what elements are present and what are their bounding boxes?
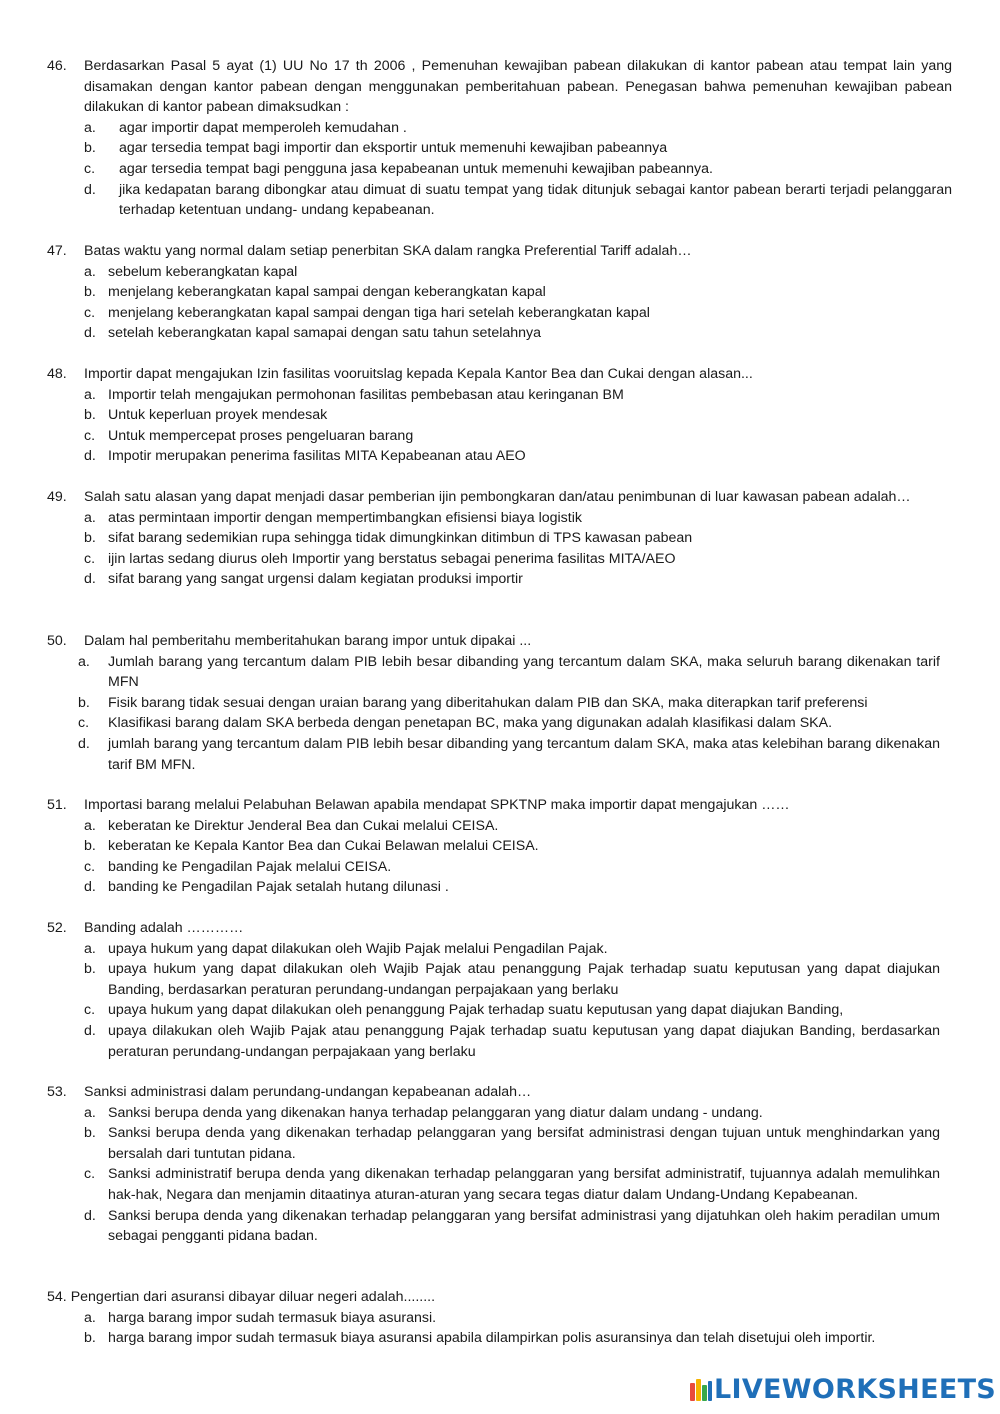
question-50 <box>0 631 1000 775</box>
options-list <box>0 508 1000 590</box>
option-b[interactable] <box>0 959 1000 1000</box>
option-letter: d. <box>84 1022 96 1039</box>
question-text <box>47 1287 903 1308</box>
option-letter: c. <box>84 550 96 567</box>
option-text: sebelum keberangkatan kapal <box>108 263 298 280</box>
option-text: Sanksi administratif berupa denda yang dikenakan terhadap pelanggaran yang bersifat administratif, tujuannya adalah memulihkan hak-hak, Negara dan menjamin ditaatinya aturan-aturan yang secara tegas diatur dalam Undang-Undang Kepabeanan. <box>108 1166 940 1203</box>
question-47 <box>0 241 1000 344</box>
option-a[interactable] <box>0 385 1000 406</box>
question-text: Banding adalah ………… <box>84 920 244 936</box>
question-text: Importasi barang melalui Pelabuhan Belawan apabila mendapat SPKTNP maka importir dapat mengajukan …… <box>84 797 790 813</box>
option-text: banding ke Pengadilan Pajak setalah hutang dilunasi . <box>108 879 449 896</box>
option-letter: a. <box>84 1104 96 1121</box>
option-a[interactable] <box>0 1103 1000 1124</box>
option-d[interactable] <box>0 1021 1000 1062</box>
option-text: Sanksi berupa denda yang dikenakan terhadap pelanggaran yang bersifat administrasi dengan tujuan untuk menghindarkan yang bersalah dari tuntutan pidana. <box>108 1125 940 1162</box>
option-letter: d. <box>84 448 96 465</box>
option-letter: a. <box>78 653 90 670</box>
option-letter: b. <box>84 1330 96 1347</box>
option-text: agar importir dapat memperoleh kemudahan . <box>119 119 407 136</box>
question-text: Sanksi administrasi dalam perundang-undangan kepabeanan adalah… <box>84 1084 532 1100</box>
question-number: 52. <box>47 920 67 936</box>
option-text: keberatan ke Direktur Jenderal Bea dan Cukai melalui CEISA. <box>108 817 499 834</box>
option-a[interactable] <box>0 1308 1000 1329</box>
option-letter: d. <box>84 1207 96 1224</box>
option-text: sifat barang yang sangat urgensi dalam kegiatan produksi importir <box>108 571 523 588</box>
question-text: Importir dapat mengajukan Izin fasilitas vooruitslag kepada Kepala Kantor Bea dan Cukai dengan alasan... <box>84 366 753 382</box>
option-text: Impotir merupakan penerima fasilitas MITA Kepabeanan atau AEO <box>108 448 526 465</box>
option-letter: b. <box>84 838 96 855</box>
option-d[interactable] <box>0 1206 1000 1247</box>
option-text: sifat barang sedemikian rupa sehingga tidak dimungkinkan ditimbun di TPS kawasan pabean <box>108 530 693 547</box>
question-text: Batas waktu yang normal dalam setiap penerbitan SKA dalam rangka Preferential Tariff adalah… <box>84 243 692 259</box>
option-b[interactable] <box>0 693 1000 714</box>
option-text: upaya dilakukan oleh Wajib Pajak atau penanggung Pajak terhadap suatu keputusan yang dapat diajukan Banding, berdasarkan peraturan perundang-undangan perpajakaan yang berlaku <box>108 1022 940 1060</box>
option-c[interactable] <box>0 303 1000 324</box>
option-letter: a. <box>84 940 96 957</box>
option-letter: c. <box>84 160 96 177</box>
question-number: 54. <box>47 1289 67 1305</box>
option-d[interactable] <box>0 569 1000 590</box>
option-b[interactable] <box>0 1328 1000 1349</box>
option-text: upaya hukum yang dapat dilakukan oleh penanggung Pajak terhadap suatu keputusan yang dapat diajukan Banding, <box>108 1002 844 1019</box>
option-text: jumlah barang yang tercantum dalam PIB lebih besar dibanding yang tercantum dalam SKA, maka atas kelebihan barang dikenakan tarif BM MFN. <box>108 735 940 773</box>
question-number: 49. <box>47 489 67 505</box>
option-letter: c. <box>78 715 90 732</box>
option-a[interactable] <box>0 939 1000 960</box>
option-text: Fisik barang tidak sesuai dengan uraian barang yang diberitahukan dalam PIB dan SKA, maka diterapkan tarif preferensi <box>108 694 868 711</box>
option-letter: b. <box>84 140 96 157</box>
option-d[interactable] <box>0 877 1000 898</box>
option-letter: c. <box>84 1166 96 1183</box>
option-text: menjelang keberangkatan kapal sampai dengan keberangkatan kapal <box>108 284 546 301</box>
option-text: menjelang keberangkatan kapal sampai dengan tiga hari setelah keberangkatan kapal <box>108 304 650 321</box>
liveworksheets-wordmark: LIVEWORKSHEETS <box>714 1373 997 1405</box>
option-letter: d. <box>84 571 96 588</box>
option-letter: c. <box>84 858 96 875</box>
question-text: Berdasarkan Pasal 5 ayat (1) UU No 17 th 2006 , Pemenuhan kewajiban pabean dilakukan di kantor pabean atau tempat lain yang disamakan dengan kantor pabean dengan menggunakan pemberitahuan pabean. Penegasan bahwa pemenuhan kewajiban pabean dilakukan di kantor pabean dimaksudkan : <box>84 58 952 116</box>
option-a[interactable] <box>0 816 1000 837</box>
options-list <box>0 1308 1000 1349</box>
option-letter: c. <box>84 1002 96 1019</box>
option-a[interactable] <box>0 118 1000 139</box>
option-text: harga barang impor sudah termasuk biaya asuransi apabila dilampirkan polis asuransinya dan telah disetujui oleh importir. <box>108 1330 876 1347</box>
option-text: banding ke Pengadilan Pajak melalui CEISA. <box>108 858 392 875</box>
question-49 <box>0 487 1000 590</box>
question-53 <box>0 1082 1000 1247</box>
option-d[interactable] <box>0 323 1000 344</box>
question-46 <box>0 56 1000 221</box>
option-a[interactable] <box>0 652 1000 693</box>
question-number: 53. <box>47 1084 67 1100</box>
option-letter: d. <box>84 879 96 896</box>
question-54 <box>0 1287 1000 1349</box>
question-text: Dalam hal pemberitahu memberitahukan barang impor untuk dipakai ... <box>84 633 532 649</box>
option-text: Untuk keperluan proyek mendesak <box>108 407 328 424</box>
option-letter: d. <box>78 735 90 752</box>
options-list <box>0 262 1000 344</box>
option-letter: c. <box>84 304 96 321</box>
option-d[interactable] <box>0 180 1000 221</box>
option-letter: b. <box>78 694 90 711</box>
question-48 <box>0 364 1000 467</box>
option-letter: a. <box>84 509 96 526</box>
option-c[interactable] <box>0 1000 1000 1021</box>
question-number: 47. <box>47 243 67 259</box>
question-number: 48. <box>47 366 67 382</box>
option-text: setelah keberangkatan kapal samapai dengan satu tahun setelahnya <box>108 325 542 342</box>
option-letter: a. <box>84 263 96 280</box>
options-list <box>0 939 1000 1063</box>
option-text: jika kedapatan barang dibongkar atau dimuat di suatu tempat yang tidak ditunjuk sebagai kantor pabean berarti terjadi pelanggaran terhadap ketentuan undang- undang kepabeanan. <box>119 181 952 219</box>
option-a[interactable] <box>0 508 1000 529</box>
option-letter: a. <box>84 1309 96 1326</box>
option-c[interactable] <box>0 549 1000 570</box>
option-letter: d. <box>84 325 96 342</box>
option-letter: a. <box>84 817 96 834</box>
option-text: atas permintaan importir dengan mempertimbangkan efisiensi biaya logistik <box>108 509 582 526</box>
options-list <box>0 816 1000 898</box>
option-c[interactable] <box>0 713 1000 734</box>
question-52 <box>0 918 1000 1062</box>
liveworksheets-mark-icon <box>690 1379 712 1401</box>
option-text: keberatan ke Kepala Kantor Bea dan Cukai Belawan melalui CEISA. <box>108 838 539 855</box>
options-list <box>0 1103 1000 1247</box>
option-d[interactable] <box>0 734 1000 775</box>
option-b[interactable] <box>0 528 1000 549</box>
option-b[interactable] <box>0 405 1000 426</box>
option-c[interactable] <box>0 159 1000 180</box>
option-c[interactable] <box>0 857 1000 878</box>
options-list <box>0 118 1000 221</box>
question-text: Salah satu alasan yang dapat menjadi dasar pemberian ijin pembongkaran dan/atau penimbunan di luar kawasan pabean adalah… <box>84 489 911 505</box>
option-text: harga barang impor sudah termasuk biaya asuransi. <box>108 1309 437 1326</box>
liveworksheets-logo[interactable] <box>690 1375 996 1405</box>
option-b[interactable] <box>0 282 1000 303</box>
option-b[interactable] <box>0 1123 1000 1164</box>
question-text-body: Pengertian dari asuransi dibayar diluar negeri adalah........ <box>70 1289 436 1305</box>
option-text: agar tersedia tempat bagi importir dan eksportir untuk memenuhi kewajiban pabeannya <box>119 140 668 157</box>
option-b[interactable] <box>0 836 1000 857</box>
option-c[interactable] <box>0 426 1000 447</box>
option-text: upaya hukum yang dapat dilakukan oleh Wajib Pajak melalui Pengadilan Pajak. <box>108 940 608 957</box>
option-text: Importir telah mengajukan permohonan fasilitas pembebasan atau keringanan BM <box>108 386 624 403</box>
option-text: ijin lartas sedang diurus oleh Importir yang berstatus sebagai penerima fasilitas MITA/AEO <box>108 550 676 567</box>
option-text: upaya hukum yang dapat dilakukan oleh Wajib Pajak atau penanggung Pajak terhadap suatu keputusan yang dapat diajukan Banding, berdasarkan peraturan perundang-undangan perpajakaan yang berlaku <box>108 961 940 998</box>
option-d[interactable] <box>0 446 1000 467</box>
option-text: Untuk mempercepat proses pengeluaran barang <box>108 427 414 444</box>
options-list <box>0 652 1000 776</box>
question-number: 51. <box>47 797 67 813</box>
question-number: 50. <box>47 633 67 649</box>
option-b[interactable] <box>0 138 1000 159</box>
option-letter: b. <box>84 961 96 978</box>
option-text: Sanksi berupa denda yang dikenakan terhadap pelanggaran yang bersifat administrasi yang dijatuhkan oleh hakim peradilan umum sebagai pengganti pidana badan. <box>108 1207 940 1245</box>
options-list <box>0 385 1000 467</box>
option-a[interactable] <box>0 262 1000 283</box>
option-letter: c. <box>84 427 96 444</box>
question-number: 46. <box>47 58 67 74</box>
option-letter: d. <box>84 181 96 198</box>
question-51 <box>0 795 1000 898</box>
option-letter: b. <box>84 1125 96 1142</box>
option-letter: a. <box>84 119 96 136</box>
option-letter: b. <box>84 530 96 547</box>
option-text: agar tersedia tempat bagi pengguna jasa kepabeanan untuk memenuhi kewajiban pabeannya. <box>119 160 713 177</box>
option-text: Sanksi berupa denda yang dikenakan hanya terhadap pelanggaran yang diatur dalam undang - undang. <box>108 1104 763 1121</box>
option-text: Klasifikasi barang dalam SKA berbeda dengan penetapan BC, maka yang digunakan adalah klasifikasi dalam SKA. <box>108 715 833 732</box>
option-letter: a. <box>84 386 96 403</box>
option-text: Jumlah barang yang tercantum dalam PIB lebih besar dibanding yang tercantum dalam SKA, maka seluruh barang dikenakan tarif MFN <box>108 653 940 691</box>
option-letter: b. <box>84 407 96 424</box>
option-c[interactable] <box>0 1164 1000 1205</box>
option-letter: b. <box>84 284 96 301</box>
